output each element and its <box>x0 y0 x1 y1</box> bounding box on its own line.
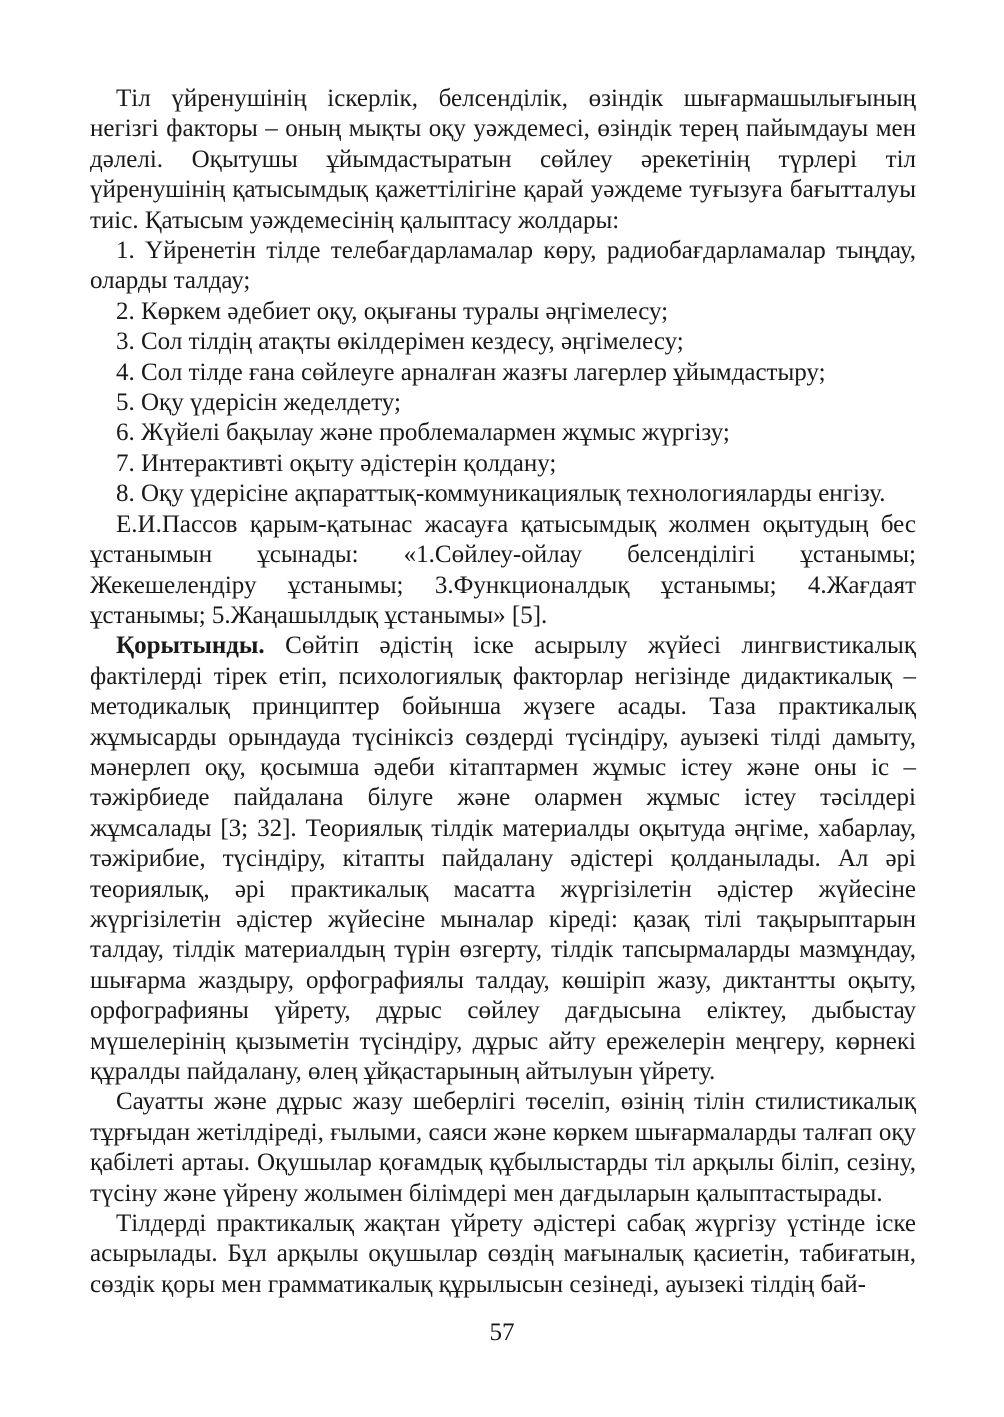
paragraph-intro: Тіл үйренушінің іскерлік, белсенділік, өзіндік шығармашылығының негізгі факторы – оның мықты оқу уәждемесі, өзіндік терең пайымдауы мен дәлелі. Оқытушы ұйымдастыратын сөйлеу әрекетінің түрлері тіл үйренушінің қатысымдық қажеттілігіне қарай уәждеме туғызуға бағытталуы тиіс. Қатысым уәждемесінің қалыптасу жолдары: <box>90 85 916 234</box>
list-item: 1. Үйренетін тілде телебағдарламалар көру, радиобағдарламалар тыңдау, оларды талдау; <box>90 237 916 295</box>
paragraph-conclusion <box>90 631 916 1087</box>
list-item: 2. Көркем әдебиет оқу, оқығаны туралы әңгімелесу; <box>116 297 669 325</box>
page-number: 57 <box>489 1319 515 1346</box>
list-item: 3. Сол тілдің атақты өкілдерімен кездесу, әңгімелесу; <box>116 328 684 356</box>
list-item: 8. Оқу үдерісіне ақпараттық-коммуникациялық технологияларды енгізу. <box>116 480 886 508</box>
numbered-list <box>90 236 916 510</box>
paragraph-practical: Тілдерді практикалық жақтан үйрету әдістері сабақ жүргізу үстінде іске асырылады. Бұл арқылы оқушылар сөздің мағыналық қасиетін, табиғатын, сөздік қоры мен грамматикалық құрылысын сезінеді, ауызекі тілдің бай- <box>90 1210 916 1298</box>
paragraph-passov: Е.И.Пассов қарым-қатынас жасауға қатысымдық жолмен оқытудың бес ұстанымын ұсынады: «1.Сөйлеу-ойлау белсенділігі ұстанымы; Жекешелендіру ұстанымы; 3.Функционалдық ұстанымы; 4.Жағдаят ұстанымы; 5.Жаңашылдық ұстанымы» [5]. <box>90 510 916 629</box>
conclusion-text: Сөйтіп әдістің іске асырылу жүйесі лингвистикалық фактілерді тірек етіп, психологиялық факторлар негізінде дидактикалық – методикалық принциптер бойынша жүзеге асады. Таза практикалық жұмысарды орындауда түсініксіз сөздерді түсіндіру, ауызекі тілді дамыту, мәнерлеп оқу, қосымша әдеби кітаптармен жұмыс істеу және оны іс – тәжірбиеде пайдалана білуге және олармен жұмыс істеу тәсілдері жұмсалады [3; 32]. Теориялық тілдік материалды оқытуда әңгіме, хабарлау, тәжірибие, түсіндіру, кітапты пайдалану әдістері қолданылады. Ал әрі теориялық, әрі практикалық масатта жүргізілетін әдістер жүйесіне жүргізілетін әдістер жүйесіне мыналар кіреді: қазақ тілі тақырыптарын талдау, тілдік материалдың түрін өзгерту, тілдік тапсырмаларды мазмұндау, шығарма жаздыру, орфографиялы талдау, көшіріп жазу, диктантты оқыту, орфографияны үйрету, дұрыс сөйлеу дағдысына еліктеу, дыбыстау мүшелерінің қызыметін түсіндіру, дұрыс айту ережелерін меңгеру, көрнекі құралды пайдалану, өлең ұйқастарының айтылуын үйрету. <box>90 632 916 1085</box>
paragraph-literacy: Сауатты және дұрыс жазу шеберлігі төселіп, өзінің тілін стилистикалық тұрғыдан жетілдіреді, ғылыми, саяси және көркем шығармаларды талғап оқу қабілеті артаы. Оқушылар қоғамдық құбылыстарды тіл арқылы біліп, сезіну, түсіну және үйрену жолымен білімдері мен дағдыларын қалыптастырады. <box>90 1088 916 1207</box>
list-item: 5. Оқу үдерісін жеделдету; <box>116 389 401 417</box>
list-item: 6. Жүйелі бақылау және проблемалармен жұмыс жүргізу; <box>116 419 730 447</box>
conclusion-heading: Қорытынды. <box>116 632 265 660</box>
list-item: 7. Интерактивті оқыту әдістерін қолдану; <box>116 449 557 477</box>
page-body <box>90 84 916 1300</box>
list-item: 4. Сол тілде ғана сөйлеуге арналған жазғы лагерлер ұйымдастыру; <box>116 358 826 386</box>
